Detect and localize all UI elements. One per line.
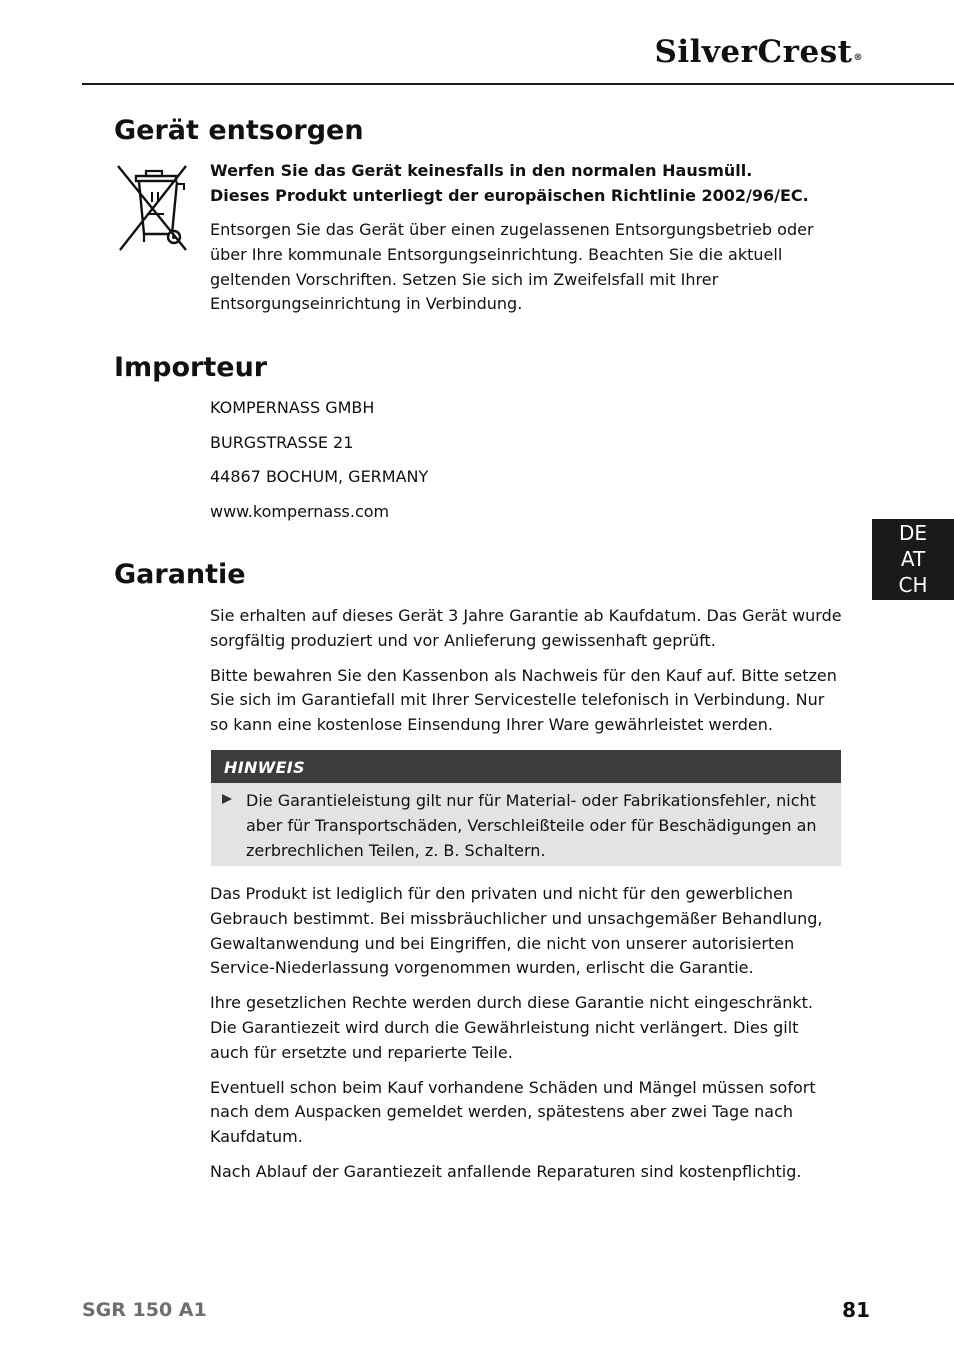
lang-code-de: DE	[898, 521, 928, 545]
note-text: Die Garantieleistung gilt nur für Material- oder Fabrikationsfehler, nicht aber für Transportschäden, Verschleißteile oder für Beschädigungen an zerbrechlichen Teilen, z. B. Schaltern.	[246, 791, 817, 860]
language-tab	[872, 519, 954, 600]
importer-heading: Importeur	[114, 352, 268, 383]
warranty-paragraph-2: Bitte bewahren Sie den Kassenbon als Nachweis für den Kauf auf. Bitte setzen Sie sich im Garantiefall mit Ihrer Servicestelle telefonisch in Verbindung. Nur so kann eine kostenlose Einsendung Ihrer Ware gewährleistet werden.	[210, 665, 837, 735]
note-label: HINWEIS	[211, 750, 841, 783]
brand-name: SilverCrest	[654, 34, 853, 70]
note-body	[211, 783, 841, 863]
warranty-paragraph-5: Eventuell schon beim Kauf vorhandene Schäden und Mängel müssen sofort nach dem Auspacken gemeldet werden, spätestens aber zwei Tage nach Kaufdatum.	[210, 1077, 816, 1147]
header-divider	[82, 83, 954, 85]
disposal-heading: Gerät entsorgen	[114, 115, 364, 146]
disposal-warning	[210, 159, 842, 209]
warranty-heading: Garantie	[114, 559, 246, 590]
importer-street: BURGSTRASSE 21	[210, 433, 354, 452]
registered-mark: ®	[853, 53, 863, 63]
warranty-paragraph-4a: Ihre gesetzlichen Rechte werden durch diese Garantie nicht eingeschränkt.	[210, 993, 813, 1013]
importer-website: www.kompernass.com	[210, 502, 390, 521]
note-box	[211, 750, 841, 866]
footer-page-number: 81	[842, 1298, 870, 1322]
warranty-paragraph-3: Das Produkt ist lediglich für den privaten und nicht für den gewerblichen Gebrauch bestimmt. Bei missbräuchlicher und unsachgemäßer Behandlung, Gewaltanwendung und bei Eingriffen, die nicht von unserer autorisierten Service-Niederlassung vorgenommen wurden, erlischt die Garantie.	[210, 884, 823, 978]
warranty-paragraph-4b: Die Garantiezeit wird durch die Gewährleistung nicht verlängert. Dies gilt auch für ersetzte und reparierte Teile.	[210, 1017, 799, 1062]
disposal-paragraph: Entsorgen Sie das Gerät über einen zugelassenen Entsorgungsbetrieb oder über Ihre kommunale Entsorgungseinrichtung. Beachten Sie die aktuell geltenden Vorschriften. Setzen Sie sich im Zweifelsfall mit Ihrer Entsorgungseinrichtung in Verbindung.	[210, 220, 814, 314]
warranty-paragraph-1: Sie erhalten auf dieses Gerät 3 Jahre Garantie ab Kaufdatum. Das Gerät wurde sorgfältig produziert und vor Anlieferung gewissenhaft geprüft.	[210, 606, 842, 650]
disposal-body	[210, 218, 842, 327]
importer-company: KOMPERNASS GMBH	[210, 398, 375, 417]
footer-model-number: SGR 150 A1	[82, 1299, 207, 1321]
lang-code-ch: CH	[898, 573, 928, 597]
brand-logo	[654, 32, 863, 72]
crossed-out-wheelie-bin-icon	[114, 162, 190, 254]
warranty-intro	[210, 604, 842, 748]
warranty-paragraph-6: Nach Ablauf der Garantiezeit anfallende Reparaturen sind kostenpflichtig.	[210, 1161, 802, 1181]
disposal-warning-line-2: Dieses Produkt unterliegt der europäischen Richtlinie 2002/96/EC.	[210, 185, 809, 205]
warranty-details	[210, 882, 842, 1195]
bullet-arrow-icon	[222, 794, 232, 804]
importer-city: 44867 BOCHUM, GERMANY	[210, 467, 429, 486]
disposal-warning-line-1: Werfen Sie das Gerät keinesfalls in den normalen Hausmüll.	[210, 161, 753, 180]
lang-code-at: AT	[900, 547, 926, 571]
